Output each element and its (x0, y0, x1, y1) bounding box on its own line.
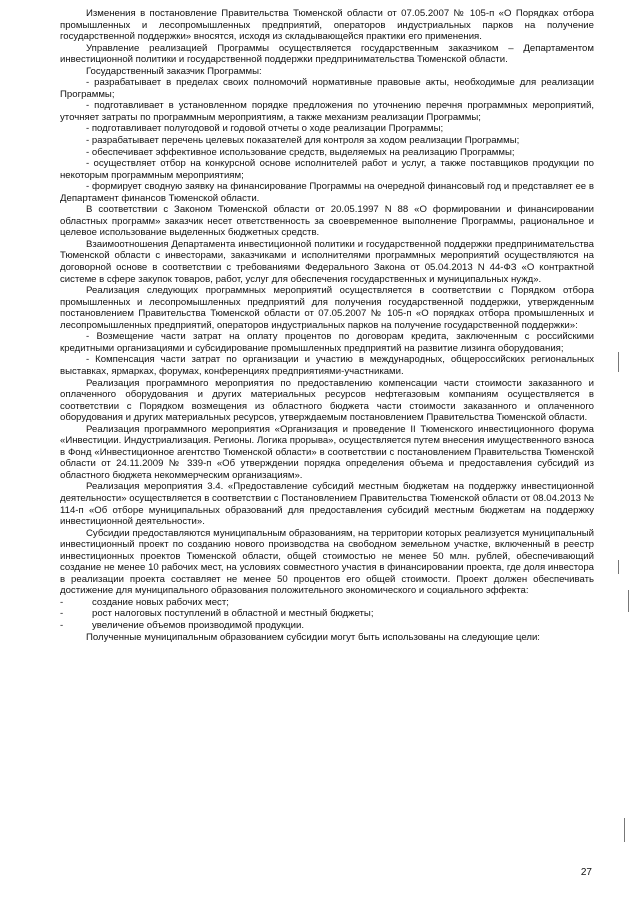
paragraph: - Компенсация части затрат по организации и участию в международных, общероссийских региональных выставках, ярмарках, форумах, конференциях предприятиями-участниками. (60, 354, 594, 377)
paragraph: Реализация следующих программных мероприятий осуществляется в соответствии с Порядком отбора промышленных и лесопромышленных предприятий для получения государственной поддержки, утвержденным постановлением Правительства Тюменской области от 07.05.2007 № 105-п «О порядках отбора промышленных и лесопромышленных предприятий, операторов индустриальных парков на получение государственной поддержки»: (60, 285, 594, 331)
paragraph: - разрабатывает в пределах своих полномочий нормативные правовые акты, необходимые для реализации Программы; (60, 77, 594, 100)
paragraph: В соответствии с Законом Тюменской области от 20.05.1997 N 88 «О формировании и финансировании областных программ» заказчик несет ответственность за своевременное выполнение Программы, рациональное и целевое использование выделенных бюджетных средств. (60, 204, 594, 239)
paragraph: Полученные муниципальным образованием субсидии могут быть использованы на следующие цели: (86, 631, 540, 643)
margin-mark (618, 560, 619, 574)
bullet-item (60, 608, 594, 620)
paragraph: Государственный заказчик Программы: (86, 65, 262, 77)
bullet-text: создание новых рабочих мест; (92, 596, 229, 608)
bullet-dash: - (60, 619, 64, 631)
bullet-text: рост налоговых поступлений в областной и местный бюджеты; (92, 608, 374, 620)
paragraph: Взаимоотношения Департамента инвестиционной политики и государственной поддержки предпринимательства Тюменской области с инвесторами, заказчиками и исполнителями программных мероприятий осуществляются на договорной основе в соответствии с требованиями Федерального Закона от 05.04.2013 N 44-ФЗ «О контрактной системе в сфере закупок товаров, работ, услуг для обеспечения государственных и муниципальных нужд». (60, 238, 594, 285)
paragraph: - формирует сводную заявку на финансирование Программы на очередной финансовый год и представляет ее в Департамент финансов Тюменской области. (60, 181, 594, 204)
margin-mark (628, 590, 629, 612)
bullet-item (60, 597, 594, 609)
paragraph: - разрабатывает перечень целевых показателей для контроля за ходом реализации Программы; (86, 135, 520, 147)
paragraph: Управление реализацией Программы осуществляется государственным заказчиком – Департаментом инвестиционной политики и государственной поддержки предпринимательства Тюменской области. (60, 42, 594, 66)
page-number: 27 (580, 867, 592, 878)
paragraph: - подготавливает полугодовой и годовой отчеты о ходе реализации Программы; (86, 123, 444, 135)
paragraph: - обеспечивает эффективное использование средств, выделяемых на реализацию Программы; (86, 146, 515, 158)
paragraph: Субсидии предоставляются муниципальным образованиям, на территории которых реализуется муниципальный инвестиционный проект по созданию нового производства на свободном земельном участке, включенный в реестр инвестиционных проектов Тюменской области, общей стоимостью не менее 50 млн. рублей, обеспечивающий создание не менее 10 рабочих мест, на условиях совместного участия в финансировании проекта, где доля инвестора в реализации проекта составляет не менее 50 процентов его общей стоимости. Проект должен обеспечивать достижение для муниципального образования положительного экономического и социального эффекта: (60, 527, 594, 597)
paragraph: - осуществляет отбор на конкурсной основе исполнителей работ и услуг, а также поставщиков продукции по некоторым программным мероприятиям; (60, 158, 594, 181)
bullet-dash: - (60, 596, 64, 608)
paragraph: Реализация программного мероприятия по предоставлению компенсации части стоимости заказанного и оплаченного оборудования и других материальных ресурсов нефтегазовым компаниям осуществляется в соответствии с Порядком возмещения из областного бюджета части стоимости заказанного и оплаченного оборудования и других материальных ресурсов, утверждаемым постановлением Правительства Тюменской области. (60, 377, 594, 424)
bullet-text: увеличение объемов производимой продукции. (92, 619, 305, 631)
paragraph: Реализация мероприятия 3.4. «Предоставление субсидий местным бюджетам на поддержку инвестиционной деятельности» осуществляется в соответствии с Постановлением Правительства Тюменской области от 08.04.2013 № 114-п «Об отборе муниципальных образований для предоставления субсидий местным бюджетам на поддержку инвестиционной деятельности». (60, 481, 594, 528)
bullet-item (60, 620, 594, 632)
document-body (60, 8, 594, 643)
paragraph: Реализация программного мероприятия «Организация и проведение II Тюменского инвестиционного форума «Инвестиции. Индустриализация. Регионы. Логика прорыва», осуществляется путем внесения имущественного взноса в Фонд «Инвестиционное агентство Тюменской области» в соответствии с постановлением Правительства Тюменской области от 24.11.2009 № 339-п «Об утверждении порядка определения объема и предоставления субсидий из областного бюджета некоммерческим организациям». (60, 423, 594, 481)
bullet-dash: - (60, 608, 64, 620)
paragraph: Изменения в постановление Правительства Тюменской области от 07.05.2007 № 105-п «О Порядках отбора промышленных и лесопромышленных предприятий, операторов индустриальных парков на получение государственной поддержки» вносятся, исходя из складывающейся практики его применения. (60, 8, 594, 43)
paragraph: - Возмещение части затрат на оплату процентов по договорам кредита, заключенным с российскими кредитными организациями и субсидирование промышленных предприятий на развитие лизинга оборудования; (60, 331, 594, 354)
margin-mark (618, 352, 619, 372)
paragraph: - подготавливает в установленном порядке предложения по уточнению перечня программных мероприятий, уточняет затраты по программным мероприятиям, а также механизм реализации Программы; (60, 100, 594, 123)
margin-mark (624, 818, 625, 842)
